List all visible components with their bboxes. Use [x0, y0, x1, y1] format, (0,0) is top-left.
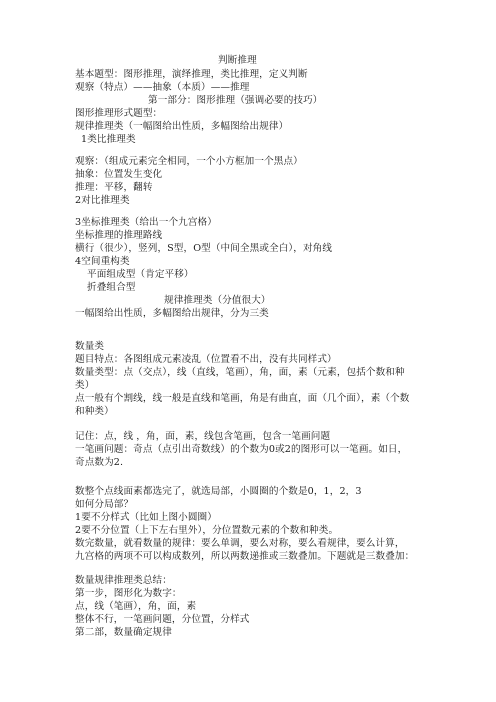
text-line: 2要不分位置（上下左右里外），分位置数元素的个数和种类。 [75, 525, 339, 536]
text-line: 数量规律推理类总结： [75, 575, 172, 586]
text-line: 和种类） [75, 406, 114, 417]
text-line: 如何分局部？ [75, 499, 134, 510]
text-line: 数整个点线面素都选完了，就选局部，小圆圈的个数是0，1，2，3 [75, 486, 362, 497]
text-line: 题目特点：各图组成元素凌乱（位置看不出，没有共同样式） [75, 354, 337, 365]
text-line: 横行（很少），竖列，S型，O型（中间全黑或全白），对角线 [75, 243, 333, 254]
text-line: 平面组成型（肯定平移） [87, 269, 194, 280]
text-line: 4空间重构类 [75, 256, 130, 267]
text-line: 点一般有个割线，线一般是直线和笔画，角是有曲直，面（几个面），素（个数 [75, 393, 410, 404]
text-line: 第二部，数量确定规律 [75, 627, 172, 638]
text-line: 数量类型：点（交点），线（直线，笔画），角，面，素（元素，包括个数和种 [75, 367, 405, 378]
text-line: 第一步，图形化为数字： [75, 588, 182, 599]
text-line: 抽象：位置发生变化 [75, 169, 163, 180]
text-line: 坐标推理的推理路线 [75, 230, 163, 241]
text-line: 一笔画问题：奇点（点引出奇数线）的个数为0或2的图形可以一笔画。如日， [75, 444, 408, 455]
section-heading: 规律推理类（分值很大） [164, 295, 271, 306]
text-line: 数量类 [75, 341, 105, 352]
doc-title: 判断推理 [218, 55, 257, 66]
text-line: 观察（特点）——抽象（本质）——推理 [75, 82, 250, 93]
text-line: 图形推理形式题型： [75, 108, 163, 119]
text-line: 类） [75, 380, 95, 391]
text-line: 规律推理类（一幅图给出性质，多幅图给出规律） [75, 121, 289, 132]
text-line: 九宫格的两项不可以构成数列，所以两数递推或三数叠加。下题就是三数叠加： [75, 551, 415, 562]
text-line: 3坐标推理类（给出一个九宫格） [75, 217, 217, 228]
text-line: 点，线（笔画），角，面，素 [75, 601, 197, 612]
text-line: 一幅图给出性质，多幅图给出规律，分为三类 [75, 308, 269, 319]
text-line: 记住：点，线 ，角，面，素，线包含笔画，包含一笔画问题 [75, 431, 331, 442]
text-line: 推理：平移，翻转 [75, 182, 153, 193]
text-line: 2对比推理类 [75, 195, 130, 206]
text-line: 观察：（组成元素完全相同，一个小方框加一个黑点） [75, 156, 303, 167]
text-line: 1要不分样式（比如上图小圆圈） [75, 512, 217, 523]
text-line: 整体不行，一笔画问题，分位置，分样式 [75, 614, 250, 625]
text-line: 折叠组合型 [87, 282, 136, 293]
text-line: 奇点数为2. [75, 457, 124, 468]
text-line: 1类比推理类 [81, 134, 136, 145]
text-line: 基本题型：图形推理，演绎推理，类比推理，定义判断 [75, 69, 308, 80]
section-heading: 第一部分：图形推理（强调必要的技巧） [148, 95, 323, 106]
text-line: 数完数量，就看数量的规律：要么单调，要么对称，要么看规律，要么计算， [75, 538, 405, 549]
